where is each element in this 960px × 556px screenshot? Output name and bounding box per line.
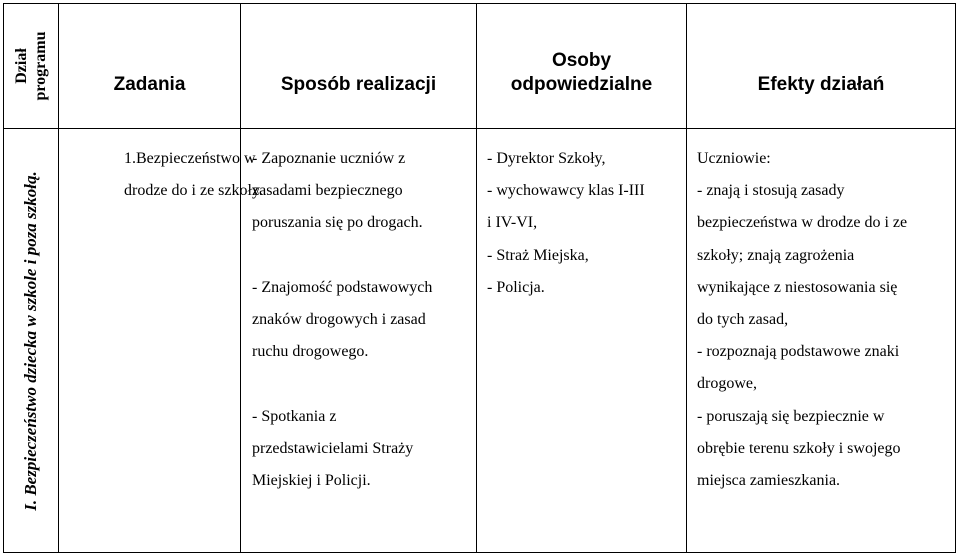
text-line: - Dyrektor Szkoły, [487, 150, 606, 167]
text-line: zasadami bezpiecznego [252, 182, 403, 200]
header-sposob-realizacji [241, 4, 477, 129]
text-line: szkoły; znają zagrożenia [697, 246, 855, 264]
text-line: - Zapoznanie uczniów z [252, 150, 406, 167]
efekty-text [687, 129, 955, 497]
text-line: - Znajomość podstawowych [252, 278, 433, 296]
header-dzial-line1: Dział [13, 48, 30, 84]
text-line: 1.Bezpieczeństwo w [124, 150, 256, 167]
section-title: I. Bezpieczeństwo dziecka w szkole i poza szkołą. [21, 170, 40, 511]
sposob-text [241, 129, 476, 497]
header-osoby-line1: Osoby [551, 50, 612, 71]
text-line: bezpieczeństwa w drodze do i ze [697, 214, 908, 232]
header-row [4, 4, 956, 129]
table-row [4, 129, 956, 553]
header-efekty-label: Efekty działań [757, 74, 885, 95]
text-line: wynikające z niestosowania się [697, 278, 898, 296]
header-zadania-label: Zadania [113, 74, 186, 95]
section-title-cell [4, 129, 59, 553]
text-line: - rozpoznają podstawowe znaki [697, 343, 900, 361]
text-line: i IV-VI, [487, 214, 538, 232]
text-line: ruchu drogowego. [252, 343, 369, 361]
header-osoby-line2: odpowiedzialne [510, 74, 653, 95]
text-line: obrębie terenu szkoły i swojego [697, 439, 901, 457]
zadania-cell [59, 129, 263, 553]
zadania-text [59, 129, 263, 207]
text-line: przedstawicielami Straży [252, 439, 414, 457]
osoby-text [477, 129, 686, 304]
header-dzial-programu [4, 4, 59, 129]
text-line: Miejskiej i Policji. [252, 472, 371, 489]
text-line: drodze do i ze szkoły. [124, 182, 263, 200]
header-efekty-dzialan [687, 4, 956, 129]
sposob-cell [241, 129, 477, 553]
efekty-cell [687, 129, 956, 553]
text-line: - znają i stosują zasady [697, 182, 845, 200]
text-line: - Straż Miejska, [487, 246, 589, 264]
text-line: do tych zasad, [697, 311, 789, 329]
text-line: - Policja. [487, 278, 545, 296]
header-sposob-label: Sposób realizacji [280, 74, 437, 95]
osoby-cell [477, 129, 687, 553]
header-zadania [59, 4, 241, 129]
header-dzial-line2: programu [32, 31, 49, 101]
program-table [3, 3, 956, 553]
text-line: Uczniowie: [697, 150, 771, 167]
text-line: drogowe, [697, 375, 757, 393]
text-line: - wychowawcy klas I-III [487, 182, 645, 200]
text-line [252, 240, 476, 272]
text-line: poruszania się po drogach. [252, 214, 423, 232]
text-line: miejsca zamieszkania. [697, 472, 841, 490]
header-osoby-odpowiedzialne [477, 4, 687, 129]
text-line: znaków drogowych i zasad [252, 311, 426, 328]
text-line: - Spotkania z [252, 407, 337, 425]
text-line: - poruszają się bezpiecznie w [697, 407, 885, 425]
text-line [252, 368, 476, 400]
